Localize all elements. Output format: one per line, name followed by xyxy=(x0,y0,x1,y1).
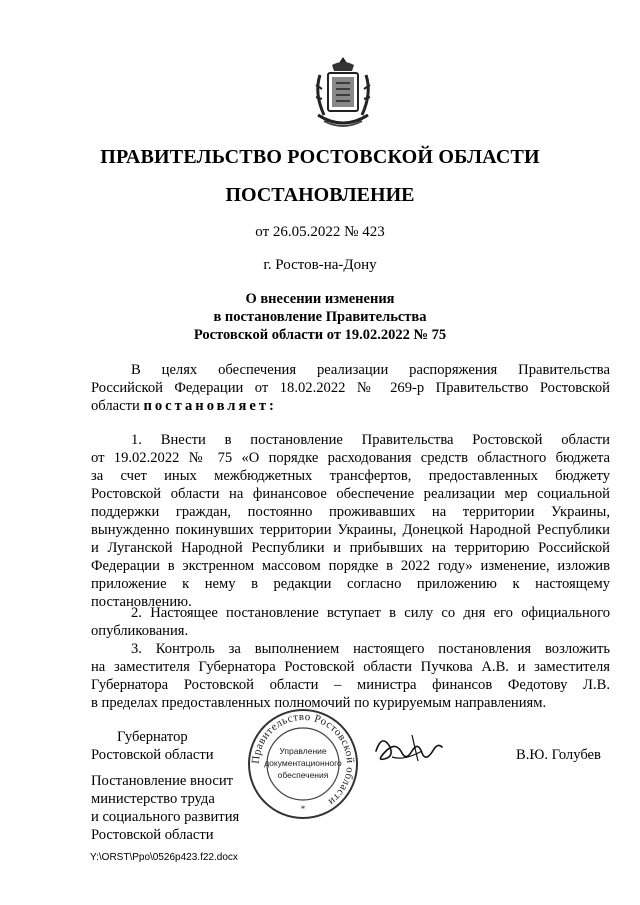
seal-inner-line: обеспечения xyxy=(277,770,329,780)
clause-line: вынужденно покинувших территории Украины, Донецкой Народной Республики xyxy=(91,522,610,538)
submitter-line: Ростовской области xyxy=(91,827,214,843)
file-path: Y:\ORST\Ppo\0526p423.f22.docx xyxy=(90,852,238,863)
subject-line: Ростовской области от 19.02.2022 № 75 xyxy=(193,327,447,343)
clause-line: в пределах предоставленных полномочий по курируемым направлениям. xyxy=(91,695,547,711)
subject-line: в постановление Правительства xyxy=(213,309,427,325)
clause-line: постановлению. xyxy=(91,594,192,610)
submitter-line: и социального развития xyxy=(91,809,240,825)
clause-line: и Луганской Народной Республики и прибывших на территорию Российской xyxy=(91,540,610,556)
clause-line: поддержки граждан, постоянно проживавших на территории Украины, xyxy=(91,504,610,520)
preamble-line xyxy=(91,397,610,415)
signer-position: Губернатор xyxy=(117,729,188,745)
clause-line: от 19.02.2022 № 75 «О порядке расходования средств областного бюджета xyxy=(91,450,610,466)
seal-outer-text: Правительство Ростовской области xyxy=(249,710,357,808)
preamble-prefix: области xyxy=(91,398,140,414)
seal-inner-line: Управление xyxy=(279,746,327,756)
svg-text:*: * xyxy=(300,804,306,814)
submitter-line: министерство труда xyxy=(91,791,215,807)
doc-city: г. Ростов-на-Дону xyxy=(263,257,377,273)
round-seal-icon xyxy=(247,708,359,820)
doc-type: ПОСТАНОВЛЕНИЕ xyxy=(225,184,415,206)
clause-line: Губернатора Ростовской области – министра финансов Федотову Л.В. xyxy=(91,677,610,693)
decrees-word: постановляет: xyxy=(143,398,277,414)
clause-line: опубликования. xyxy=(91,623,189,639)
preamble-line: В целях обеспечения реализации распоряжения Правительства xyxy=(131,362,610,378)
org-title: ПРАВИТЕЛЬСТВО РОСТОВСКОЙ ОБЛАСТИ xyxy=(100,146,540,168)
clause-line: 2. Настоящее постановление вступает в силу со дня его официального xyxy=(131,605,610,621)
submitter-line: Постановление вносит xyxy=(91,773,234,789)
clause-line: 3. Контроль за выполнением настоящего постановления возложить xyxy=(131,641,610,657)
subject-line: О внесении изменения xyxy=(245,291,395,307)
doc-date-number: от 26.05.2022 № 423 xyxy=(255,224,385,240)
clause-line: приложение к нему в редакции согласно приложению к настоящему xyxy=(91,576,610,592)
preamble-line: Российской Федерации от 18.02.2022 № 269-р Правительство Ростовской xyxy=(91,380,610,396)
clause-line: Федерации в экстренном массовом порядке в 2022 году» изменение, изложив xyxy=(91,558,610,574)
handwritten-signature-icon xyxy=(372,727,444,767)
rostov-coat-of-arms-icon xyxy=(310,55,376,135)
clause-line: Ростовской области на финансовое обеспечение реализации мер социальной xyxy=(91,486,610,502)
clause-line: за счет иных межбюджетных трансфертов, предоставленных бюджету xyxy=(91,468,610,484)
clause-line: 1. Внести в постановление Правительства Ростовской области xyxy=(131,432,610,448)
seal-inner-line: документационного xyxy=(264,758,342,768)
signer-position: Ростовской области xyxy=(91,747,214,763)
clause-line: на заместителя Губернатора Ростовской области Пучкова А.В. и заместителя xyxy=(91,659,610,675)
signer-name: В.Ю. Голубев xyxy=(516,747,601,763)
